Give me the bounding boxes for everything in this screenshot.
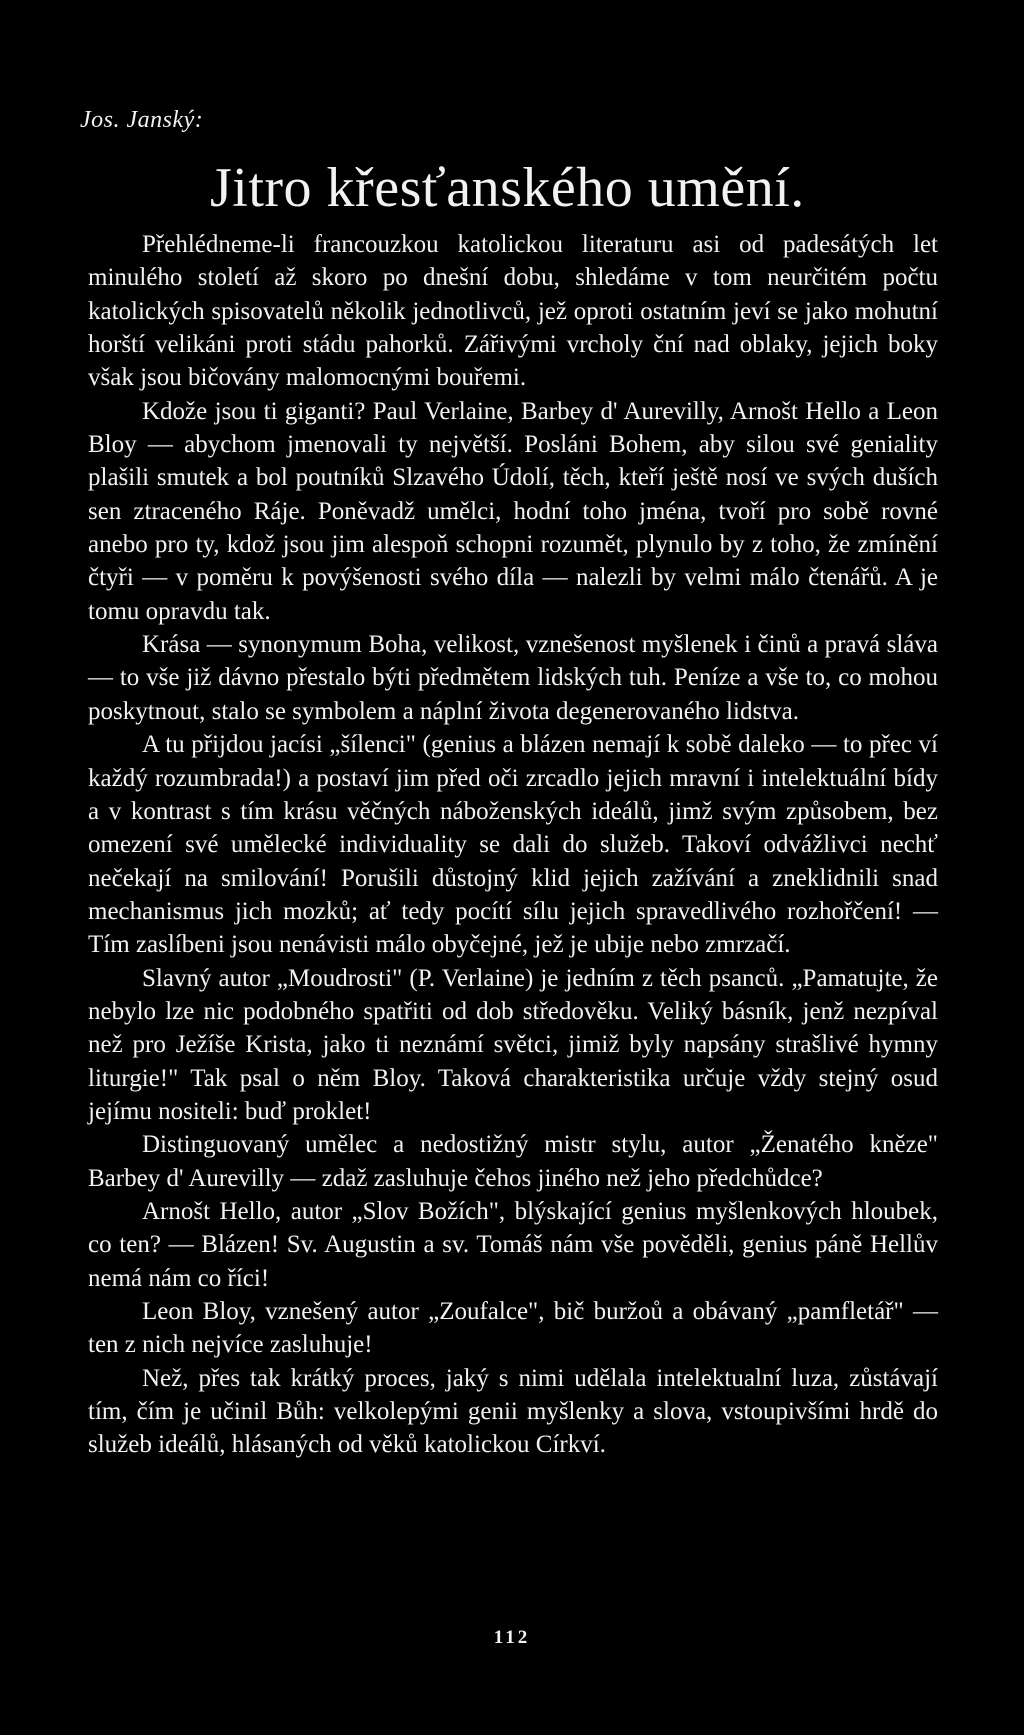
paragraph: Přehlédneme-li francouzkou katolickou literaturu asi od padesátých let minulého století až skoro po dnešní dobu, shledáme v tom neurčitém počtu katolických spisovatelů několik jednotlivců, jež oproti ostatním jeví se jako mohutní horští velikáni proti stádu pahorků. Zářivými vrcholy ční nad oblaky, jejich boky však jsou bičovány malomocnými bouřemi.: [88, 231, 938, 392]
paragraph: Leon Bloy, vznešený autor „Zoufalce", bič buržoů a obávaný „pamfletář" — ten z nich nejvíce zasluhuje!: [88, 1298, 938, 1359]
page-number: 112: [493, 1627, 531, 1648]
paragraph: A tu přijdou jacísi „šílenci" (genius a blázen nemají k sobě daleko — to přec ví každý rozumbrada!) a postaví jim před oči zrcadlo jejich mravní i intelektuální bídy a v kontrast s tím krásu věčných náboženských ideálů, jimž svým způsobem, bez omezení své umělecké individuality se dali do služeb. Takoví odvážlivci nechť nečekají na smilování! Porušili důstojný klid jejich zažívání a zneklidnili snad mechanismus jich mozků; ať tedy pocítí sílu jejich spravedlivého rozhořčení! — Tím zaslíbeni jsou nenávisti málo obyčejné, jež je ubije nebo zmrzačí.: [88, 731, 938, 959]
article-body: [88, 228, 938, 1462]
paragraph: Krása — synonymum Boha, velikost, vznešenost myšlenek i činů a pravá sláva — to vše již dávno přestalo býti předmětem lidských tuh. Peníze a vše to, co mohou poskytnout, stalo se symbolem a náplní života degenerovaného lidstva.: [88, 631, 938, 725]
article-title: Jitro křesťanského umění.: [210, 157, 805, 219]
paragraph: Kdože jsou ti giganti? Paul Verlaine, Barbey d' Aurevilly, Arnošt Hello a Leon Bloy — abychom jmenovali ty největší. Posláni Bohem, aby silou své geniality plašili smutek a bol poutníků Slzavého Údolí, těch, kteří ještě nosí ve svých duších sen ztraceného Ráje. Poněvadž umělci, hodní toho jména, tvoří pro sobě rovné anebo pro ty, kdož jsou jim alespoň schopni rozumět, plynulo by z toho, že zmínění čtyři — v poměru k povýšenosti svého díla — nalezli by velmi málo čtenářů. A je tomu opravdu tak.: [88, 397, 938, 625]
paragraph: Arnošt Hello, autor „Slov Božích", blýskající genius myšlenkových hloubek, co ten? — Blázen! Sv. Augustin a sv. Tomáš nám vše pověděli, genius páně Hellův nemá nám co říci!: [88, 1197, 938, 1292]
paragraph: Distinguovaný umělec a nedostižný mistr stylu, autor „Ženatého kněze" Barbey d' Aurevilly — zdaž zasluhuje čehos jiného než jeho předchůdce?: [88, 1131, 938, 1192]
paragraph: Než, přes tak krátký proces, jaký s nimi udělala intelektualní luza, zůstávají tím, čím je učinil Bůh: velkolepými genii myšlenky a slova, vstoupivšími hrdě do služeb ideálů, hlásaných od věků katolickou Církví.: [88, 1364, 938, 1459]
author-name: Jos. Janský:: [80, 107, 204, 133]
paragraph: Slavný autor „Moudrosti" (P. Verlaine) je jedním z těch psanců. „Pamatujte, že nebylo lze nic podobného spatřiti od dob středověku. Veliký básník, jenž nezpíval než pro Ježíše Krista, jako ti neznámí světci, jimiž byly napsány strašlivé hymny liturgie!" Tak psal o něm Bloy. Taková charakteristika určuje vždy stejný osud jejímu nositeli: buď proklet!: [88, 964, 938, 1125]
